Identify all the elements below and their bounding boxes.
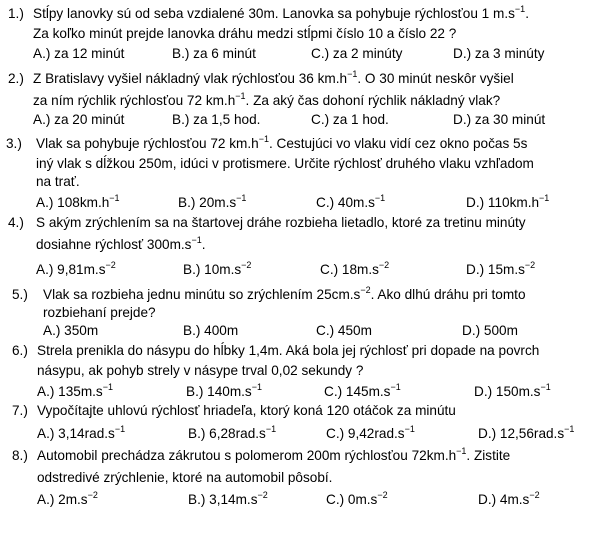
answer-option-d (462, 323, 518, 340)
answer-option-b (186, 384, 262, 401)
answer-option-d (466, 195, 549, 212)
exponent: −1 (251, 382, 262, 392)
question-text-line (43, 287, 526, 304)
question-number: 3.) (6, 136, 22, 151)
text-segment: Strela prenikla do násypu do hĺbky 1,4m. Aká bola jej rýchlosť pri dopade na povrch (37, 343, 540, 358)
exponent: −1 (456, 446, 467, 456)
answer-option-c (316, 195, 385, 212)
exponent: −1 (265, 424, 277, 434)
text-segment: C.) 0m.s (326, 492, 378, 507)
exponent: −1 (514, 4, 526, 14)
question-text-line (33, 71, 514, 88)
text-segment: Automobil prechádza zákrutou s polomerom 200m rýchlosťou 72km.h (37, 448, 457, 463)
text-segment: dosiahne rýchlosť 300m.s (36, 237, 192, 252)
text-segment: D.) 500m (462, 323, 518, 338)
text-segment: Vlak sa pohybuje rýchlosťou 72 km.h (36, 136, 259, 151)
question-text-line (33, 26, 456, 43)
question-text-line (36, 215, 526, 232)
text-segment: Z Bratislavy vyšiel nákladný vlak rýchlosťou 36 km.h (33, 71, 348, 86)
answer-option-a (37, 426, 125, 443)
answer-option-b (183, 262, 251, 279)
exponent: −2 (378, 260, 390, 270)
question-text-line (43, 305, 156, 322)
text-segment: iný vlak s dĺžkou 250m, idúci v protismere. Určite rýchlosť druhého vlaku vzhľadom (36, 156, 534, 171)
text-segment: rozbiehaní prejde? (43, 305, 156, 320)
text-segment: B.) 20m.s (178, 195, 237, 210)
text-segment: na trať. (36, 174, 80, 189)
exponent: −1 (114, 424, 126, 434)
text-segment: . (525, 6, 529, 21)
text-segment: A.) 135m.s (37, 384, 103, 399)
exponent: −2 (241, 260, 252, 270)
question-number: 8.) (12, 448, 28, 463)
answer-option-c (320, 262, 389, 279)
text-segment: D.) 15m.s (466, 262, 525, 277)
answer-option-d (453, 112, 545, 129)
text-segment: D.) za 30 minút (453, 112, 546, 127)
exponent: −1 (258, 134, 269, 144)
answer-option-a (37, 492, 98, 509)
question-text-line (36, 156, 534, 173)
question-text-line (37, 403, 456, 420)
question-text-line (33, 93, 500, 110)
exponent: −1 (235, 91, 246, 101)
text-segment: C.) 145m.s (324, 384, 391, 399)
answer-option-b (188, 426, 276, 443)
answer-option-d (466, 262, 535, 279)
text-segment: C.) 450m (316, 323, 372, 338)
answer-option-c (311, 112, 389, 129)
question-text-line (37, 363, 363, 380)
exponent: −1 (404, 424, 415, 434)
answer-option-a (33, 46, 124, 63)
text-segment: B.) 10m.s (183, 262, 242, 277)
answer-option-d (453, 46, 544, 63)
text-segment: D.) 150m.s (474, 384, 541, 399)
text-segment: A.) 108km.h (36, 195, 110, 210)
text-segment: B.) za 1,5 hod. (172, 112, 261, 127)
answer-option-c (311, 46, 402, 63)
text-segment: C.) 9,42rad.s (326, 426, 405, 441)
exponent: −1 (390, 382, 401, 392)
text-segment: B.) 6,28rad.s (188, 426, 266, 441)
question-number: 5.) (12, 287, 28, 302)
text-segment: A.) 9,81m.s (36, 262, 106, 277)
answer-option-d (478, 492, 540, 509)
text-segment: Vypočítajte uhlovú rýchlosť hriadeľa, ktorý koná 120 otáčok za minútu (37, 403, 456, 418)
question-number: 7.) (12, 403, 28, 418)
text-segment: D.) 110km.h (466, 195, 540, 210)
question-text-line (37, 343, 539, 360)
answer-option-a (36, 262, 116, 279)
answer-option-c (326, 426, 415, 443)
question-text-line (33, 6, 529, 23)
text-segment: C.) 18m.s (320, 262, 379, 277)
exponent: −2 (87, 490, 98, 500)
answer-option-c (316, 323, 372, 340)
text-segment: . Zistite (466, 448, 511, 463)
text-segment: D.) 12,56rad.s (478, 426, 565, 441)
text-segment: A.) 350m (43, 323, 99, 338)
question-text-line (36, 136, 527, 153)
answer-option-a (33, 112, 124, 129)
text-segment: Stĺpy lanovky sú od seba vzdialené 30m. Lanovka sa pohybuje rýchlosťou 1 m.s (33, 6, 515, 21)
answer-option-c (326, 492, 388, 509)
text-segment: C.) za 2 minúty (311, 46, 403, 61)
answer-option-b (172, 46, 256, 63)
answer-option-a (37, 384, 113, 401)
question-text-line (37, 448, 510, 465)
text-segment: D.) za 3 minúty (453, 46, 545, 61)
answer-option-a (36, 195, 120, 212)
text-segment: . Cestujúci vo vlaku vidí cez okno počas 5s (268, 136, 528, 151)
exponent: −1 (102, 382, 113, 392)
text-segment: C.) 40m.s (316, 195, 375, 210)
text-segment: násypu, ak pohyb strely v násype trval 0,02 sekundy ? (37, 363, 364, 378)
text-segment: odstredivé zrýchlenie, ktoré na automobil pôsobí. (37, 470, 333, 485)
exponent: −1 (540, 382, 551, 392)
text-segment: . Ako dlhú dráhu pri tomto (370, 287, 526, 302)
text-segment: Za koľko minút prejde lanovka dráhu medzi stĺpmi číslo 10 a číslo 22 ? (33, 26, 457, 41)
answer-option-a (43, 323, 98, 340)
exponent: −2 (529, 490, 540, 500)
answer-option-d (478, 426, 574, 443)
answer-option-b (178, 195, 246, 212)
text-segment: D.) 4m.s (478, 492, 530, 507)
text-segment: B.) 3,14m.s (188, 492, 258, 507)
question-number: 1.) (8, 6, 24, 21)
question-number: 6.) (12, 343, 28, 358)
text-segment: A.) za 20 minút (33, 112, 125, 127)
exponent: −1 (191, 235, 202, 245)
answer-option-b (188, 492, 268, 509)
text-segment: . (201, 237, 206, 252)
text-segment: B.) za 6 minút (172, 46, 256, 61)
question-text-line (36, 237, 206, 254)
exponent: −2 (257, 490, 268, 500)
text-segment: A.) 3,14rad.s (37, 426, 115, 441)
text-segment: A.) 2m.s (37, 492, 88, 507)
exponent: −2 (377, 490, 388, 500)
answer-option-b (172, 112, 260, 129)
answer-option-d (474, 384, 551, 401)
text-segment: A.) za 12 minút (33, 46, 125, 61)
text-segment: S akým zrýchlením sa na štartovej dráhe rozbieha lietadlo, ktoré za tretinu minúty (36, 215, 526, 230)
question-text-line (36, 174, 80, 191)
answer-option-b (183, 323, 238, 340)
exponent: −2 (360, 285, 371, 295)
question-number: 4.) (8, 215, 24, 230)
question-number: 2.) (8, 71, 24, 86)
exponent: −1 (539, 193, 550, 203)
exponent: −1 (347, 69, 358, 79)
text-segment: C.) za 1 hod. (311, 112, 389, 127)
text-segment: . Za aký čas dohoní rýchlik nákladný vlak? (245, 93, 501, 108)
exponent: −1 (374, 193, 386, 203)
text-segment: Vlak sa rozbieha jednu minútu so zrýchlením 25cm.s (43, 287, 361, 302)
exponent: −1 (236, 193, 247, 203)
text-segment: . O 30 minút neskôr vyšiel (357, 71, 514, 86)
question-text-line (37, 470, 332, 487)
text-segment: B.) 400m (183, 323, 239, 338)
exponent: −1 (109, 193, 120, 203)
exponent: −1 (564, 424, 575, 434)
exponent: −2 (524, 260, 536, 270)
text-segment: za ním rýchlik rýchlosťou 72 km.h (33, 93, 236, 108)
text-segment: B.) 140m.s (186, 384, 252, 399)
answer-option-c (324, 384, 401, 401)
exponent: −2 (105, 260, 116, 270)
